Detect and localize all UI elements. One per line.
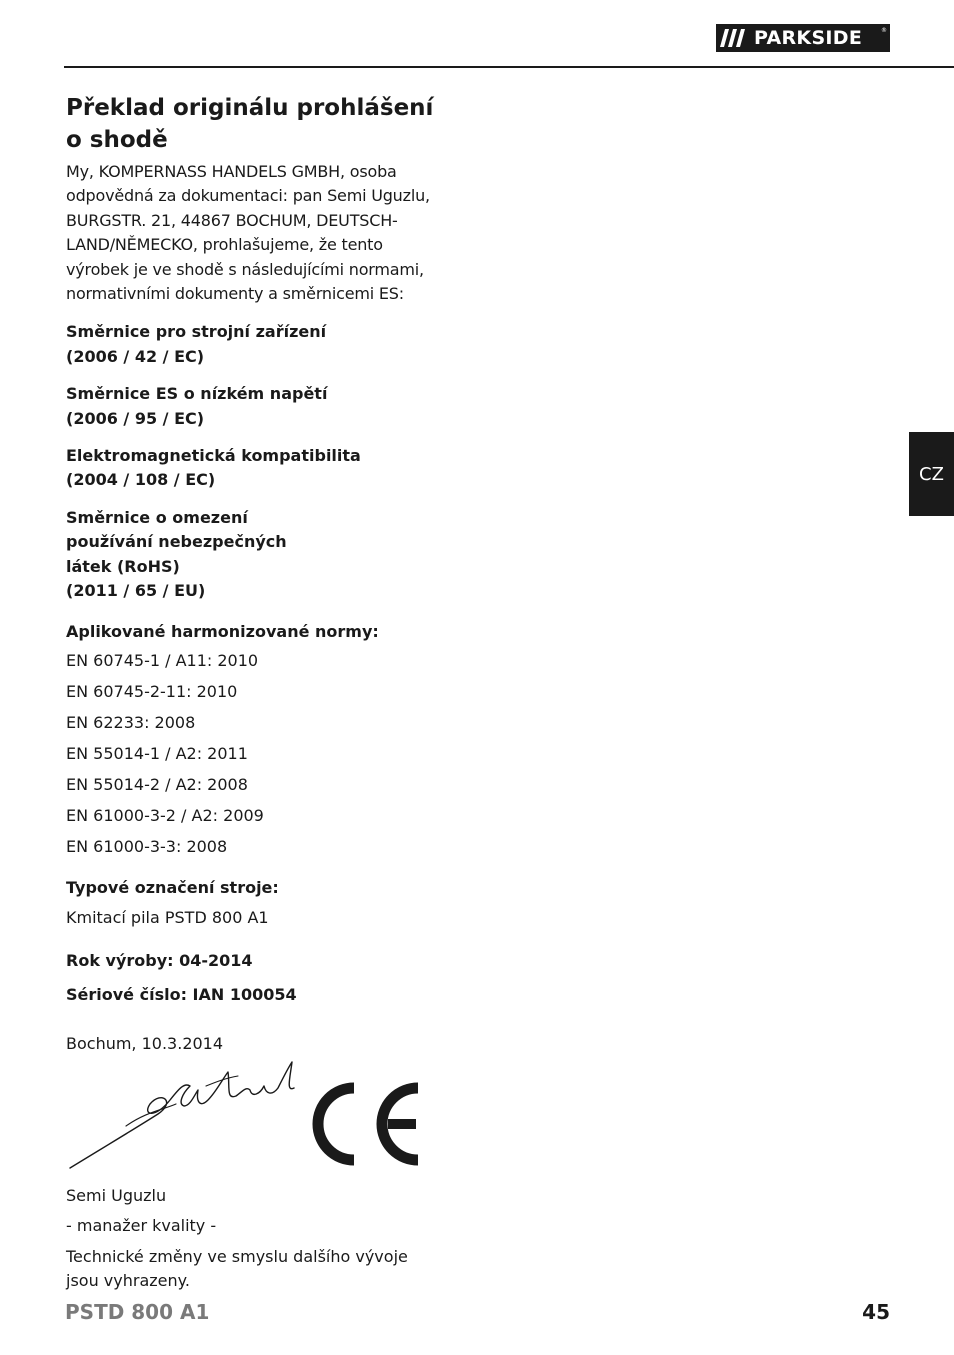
directive-item — [66, 382, 446, 431]
serial-number: Sériové číslo: IAN 100054 — [66, 985, 297, 1005]
directive-name: Směrnice pro strojní zařízení — [66, 322, 327, 342]
place-date: Bochum, 10.3.2014 — [66, 1033, 224, 1053]
parkside-logo — [716, 24, 890, 52]
directive-item — [66, 320, 446, 369]
registered-mark: ® — [881, 27, 887, 34]
directive-item — [66, 506, 446, 604]
norms-list — [66, 645, 446, 862]
directive-code: (2004 / 108 / EC) — [66, 470, 216, 490]
type-value: Kmitací pila PSTD 800 A1 — [66, 908, 269, 928]
norm-item: EN 55014-1 / A2: 2011 — [66, 743, 248, 763]
language-tab: CZ — [909, 432, 954, 516]
production-year: Rok výroby: 04-2014 — [66, 950, 253, 970]
norm-item: EN 61000-3-3: 2008 — [66, 836, 228, 856]
directive-name: Směrnice o omezení používání nebezpečných látek (RoHS) — [66, 507, 287, 576]
logo-slashes-icon — [716, 24, 752, 52]
intro-paragraph: My, KOMPERNASS HANDELS GMBH, osoba odpovědná za dokumentaci: pan Semi Uguzlu, BURGSTR. 21, 44867 BOCHUM, DEUTSCH-LAND/NĚMECKO, prohlašujeme, že tento výrobek je ve shodě s následujícími normami, normativními dokumenty a směrnicemi ES: — [66, 162, 430, 304]
footer-model: PSTD 800 A1 — [65, 1300, 210, 1324]
norm-item: EN 60745-2-11: 2010 — [66, 681, 238, 701]
directive-name: Směrnice ES o nízkém napětí — [66, 384, 328, 404]
declaration-content — [66, 92, 446, 1294]
signer-name: Semi Uguzlu — [66, 1185, 167, 1205]
norms-heading: Aplikované harmonizované normy: — [66, 621, 379, 641]
norm-item: EN 61000-3-2 / A2: 2009 — [66, 805, 264, 825]
directive-code: (2006 / 95 / EC) — [66, 408, 205, 428]
logo-text: PARKSIDE — [754, 27, 863, 49]
directive-item — [66, 444, 446, 493]
type-heading: Typové označení stroje: — [66, 877, 279, 897]
norm-item: EN 60745-1 / A11: 2010 — [66, 650, 259, 670]
header-rule — [64, 66, 954, 68]
page-number: 45 — [862, 1300, 890, 1324]
norm-item: EN 55014-2 / A2: 2008 — [66, 774, 248, 794]
directive-code: (2011 / 65 / EU) — [66, 581, 206, 601]
directive-name: Elektromagnetická kompatibilita — [66, 446, 361, 466]
technical-note: Technické změny ve smyslu dalšího vývoje jsou vyhrazeny. — [66, 1246, 408, 1291]
ce-mark-icon — [310, 1082, 424, 1166]
directive-code: (2006 / 42 / EC) — [66, 346, 205, 366]
norm-item: EN 62233: 2008 — [66, 712, 196, 732]
signer-role: - manažer kvality - — [66, 1216, 217, 1236]
page-title: Překlad originálu prohlášení o shodě — [66, 95, 434, 153]
signature-image — [66, 1056, 306, 1176]
signature-area — [66, 1056, 446, 1184]
